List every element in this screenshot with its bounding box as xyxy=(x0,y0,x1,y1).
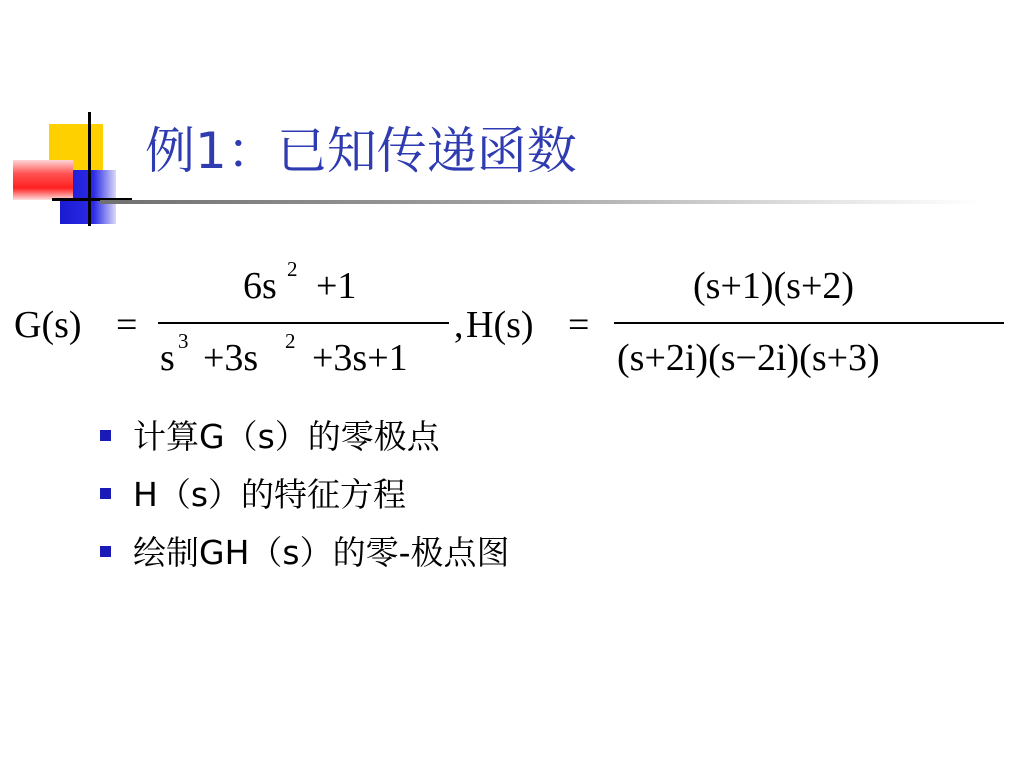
bullet-text: H（s）的特征方程 xyxy=(133,474,407,514)
g-denominator-s: s xyxy=(160,337,175,379)
title-underline-rule xyxy=(100,200,980,204)
square-bullet-icon xyxy=(100,430,111,441)
transfer-function-formula xyxy=(0,250,1024,395)
g-lhs: G(s) xyxy=(14,304,82,346)
slide-title: 例1：已知传递函数 xyxy=(145,122,577,180)
h-denominator: (s+2i)(s−2i)(s+3) xyxy=(617,337,880,379)
g-denominator-exponent-3: 3 xyxy=(178,329,189,353)
decor-vertical-line xyxy=(88,112,91,226)
square-bullet-icon xyxy=(100,546,111,557)
decor-red-bar xyxy=(13,160,73,200)
h-equals-sign: = xyxy=(568,304,590,346)
h-numerator: (s+1)(s+2) xyxy=(693,265,855,307)
g-equals-sign: = xyxy=(116,304,138,346)
g-numerator-rest: +1 xyxy=(316,265,357,307)
g-numerator-exponent: 2 xyxy=(287,257,298,281)
square-bullet-icon xyxy=(100,488,111,499)
bullet-text: 计算G（s）的零极点 xyxy=(133,416,440,456)
g-numerator-term: 6s xyxy=(243,265,277,307)
h-lhs: H(s) xyxy=(466,304,534,346)
g-denominator-mid: +3s xyxy=(203,337,259,379)
bullet-text: 绘制GH（s）的零-极点图 xyxy=(133,532,510,572)
formula-comma: , xyxy=(454,304,464,346)
g-denominator-rest: +3s+1 xyxy=(312,337,408,379)
g-denominator-exponent-2: 2 xyxy=(285,329,296,353)
bullet-list xyxy=(100,405,510,579)
list-item xyxy=(100,521,510,579)
list-item xyxy=(100,405,510,463)
list-item xyxy=(100,463,510,521)
